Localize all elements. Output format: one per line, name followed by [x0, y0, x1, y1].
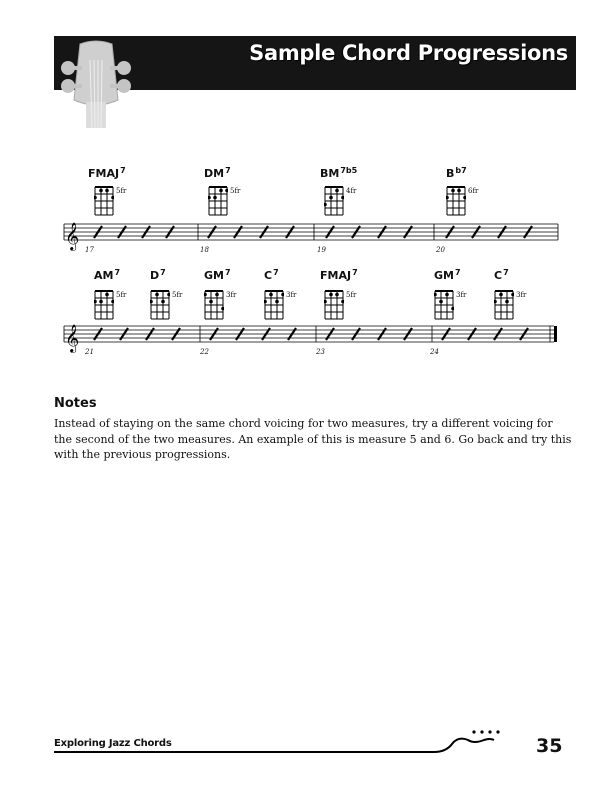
fret-position-label: 5fr [116, 291, 127, 299]
treble-clef-icon: 𝄞 [65, 324, 80, 352]
measure-number: 18 [200, 246, 209, 254]
chord-name: $GM^7$ [204, 268, 231, 282]
fret-position-label: 3fr [226, 291, 237, 299]
ukulele-headstock-icon [60, 40, 132, 128]
rhythm-staff-1 [62, 218, 562, 258]
measure-number: 23 [316, 348, 325, 356]
chord-row-2 [62, 268, 562, 324]
fret-position-label: 5fr [346, 291, 357, 299]
final-barline [554, 326, 557, 342]
measure-number: 22 [200, 348, 209, 356]
fretboard-grid [94, 290, 114, 320]
chord-name: $AM^7$ [94, 268, 121, 282]
fret-position-label: 5fr [116, 187, 127, 195]
fretboard-grid [204, 290, 224, 320]
measure-number: 17 [85, 246, 94, 254]
chord-name: $C^7$ [264, 268, 279, 282]
fretboard-grid [324, 186, 344, 216]
chord-name: $C^7$ [494, 268, 509, 282]
page-number: 35 [536, 735, 563, 757]
chord-name: $BM^{7b5}$ [320, 166, 358, 180]
measure-number: 20 [436, 246, 445, 254]
rhythm-staff-2 [62, 320, 562, 360]
fretboard-grid [446, 186, 466, 216]
chord-name: FMAJ$^7$ [320, 268, 358, 282]
fret-position-label: 3fr [456, 291, 467, 299]
fret-position-label: 3fr [286, 291, 297, 299]
notes-body: Instead of staying on the same chord voicing for two measures, try a different voicing for the second of the two measures. An example of this is measure 5 and 6. Go back and try this with the previous progressions. [54, 417, 572, 461]
chord-name: FMAJ$^7$ [88, 166, 126, 180]
page-title: Sample Chord Progressions [249, 41, 568, 65]
fretboard-grid [494, 290, 514, 320]
measure-number: 21 [85, 348, 94, 356]
chord-name: $B^{b7}$ [446, 166, 467, 180]
chord-name: $DM^7$ [204, 166, 231, 180]
fretboard-grid [434, 290, 454, 320]
chord-row-1 [62, 166, 562, 222]
fret-position-label: 4fr [346, 187, 357, 195]
fretboard-grid [208, 186, 228, 216]
fret-position-label: 3fr [516, 291, 527, 299]
fret-position-label: 5fr [230, 187, 241, 195]
fretboard-grid [324, 290, 344, 320]
notes-heading: Notes [54, 396, 97, 411]
fret-position-label: 5fr [172, 291, 183, 299]
fretboard-grid [264, 290, 284, 320]
treble-clef-icon: 𝄞 [65, 222, 80, 250]
chord-name: $GM^7$ [434, 268, 461, 282]
measure-number: 24 [430, 348, 439, 356]
measure-number: 19 [317, 246, 326, 254]
fretboard-grid [94, 186, 114, 216]
fretboard-grid [150, 290, 170, 320]
chord-name: $D^7$ [150, 268, 166, 282]
header-bar [54, 36, 576, 90]
book-title: Exploring Jazz Chords [54, 738, 172, 749]
fret-position-label: 6fr [468, 187, 479, 195]
